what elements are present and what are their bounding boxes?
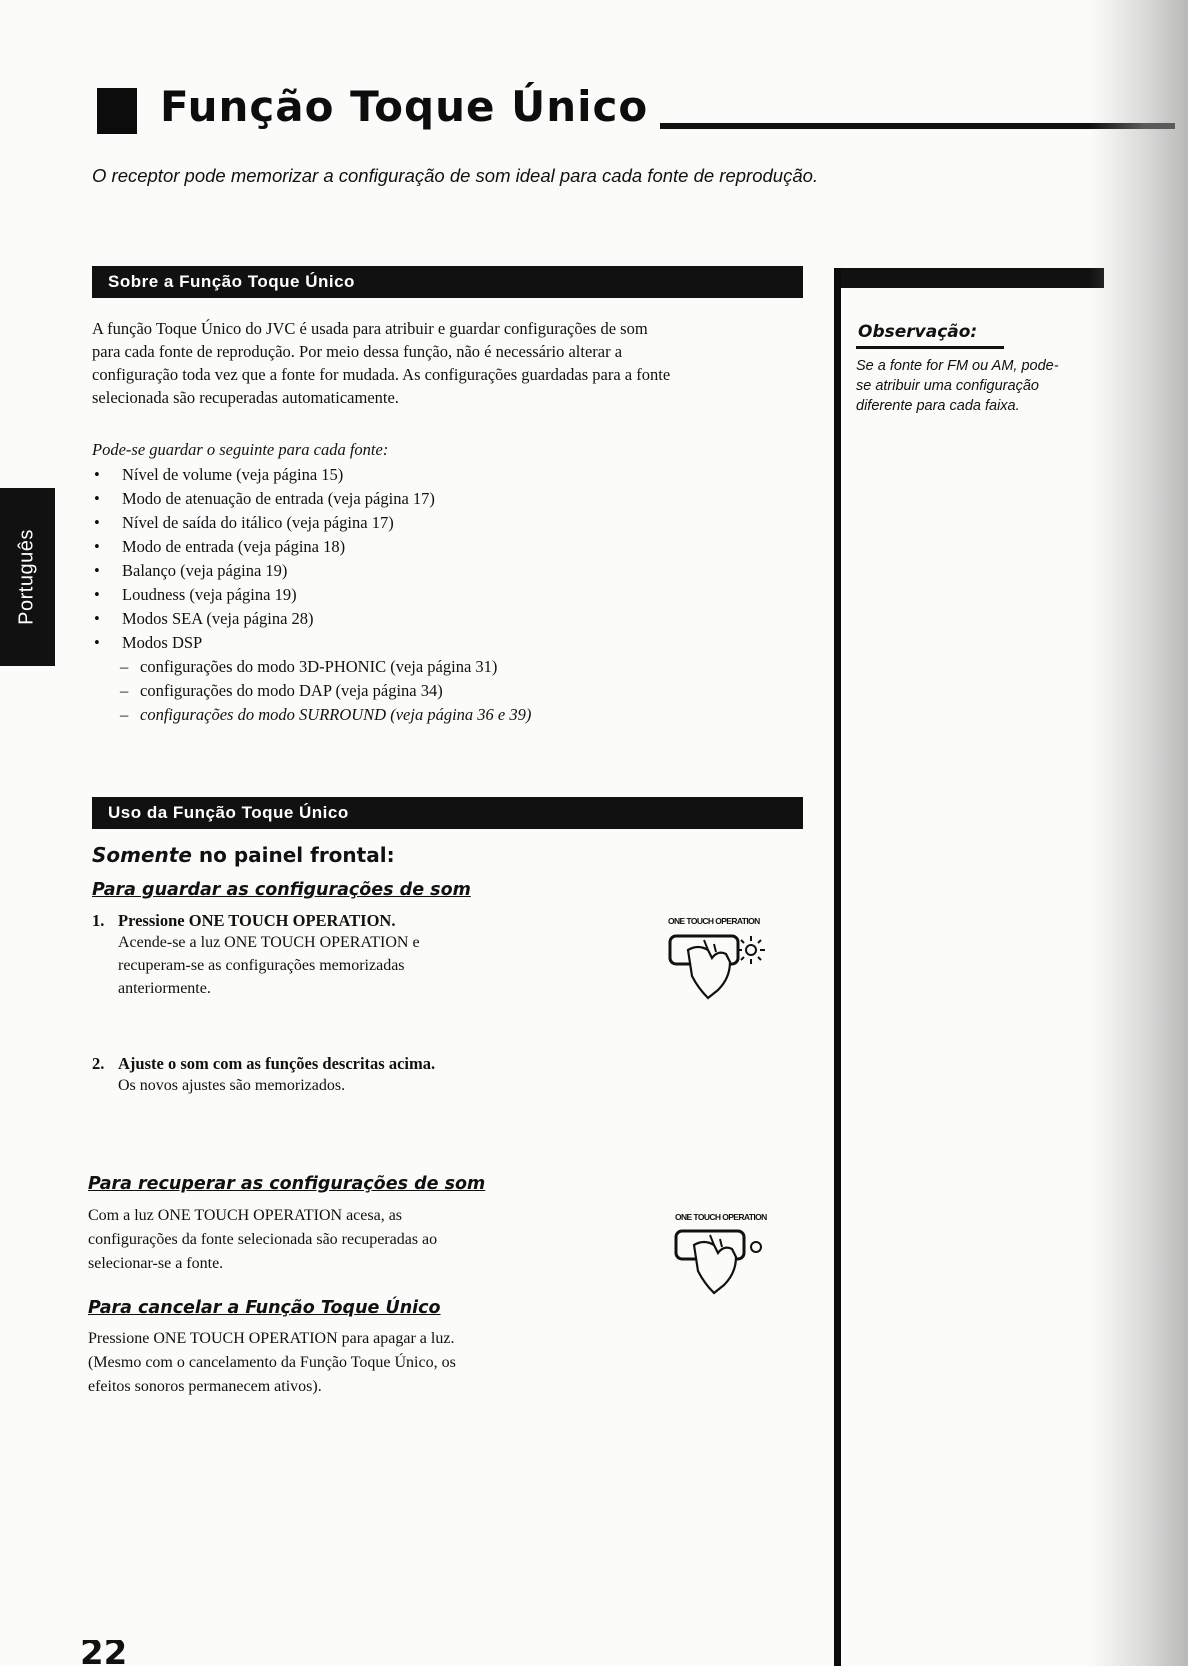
- section-heading-usage: Uso da Função Toque Único: [92, 797, 803, 829]
- store-heading: Para guardar as configurações de som: [92, 880, 471, 900]
- list-item: • Modos DSP: [92, 631, 435, 655]
- list-item: • Loudness (veja página 19): [92, 583, 435, 607]
- about-paragraph: [92, 317, 812, 409]
- note-title-rule: [856, 346, 1004, 349]
- right-column-rule: [834, 268, 841, 1666]
- body-line: selecionar-se a fonte.: [88, 1255, 224, 1272]
- front-panel-heading-italic: Somente: [92, 843, 192, 867]
- step-number: 2.: [92, 1054, 105, 1073]
- list-item: • Modos SEA (veja página 28): [92, 607, 435, 631]
- note-text: [856, 356, 1106, 416]
- note-line: diferente para cada faixa.: [856, 398, 1020, 414]
- step-title: Pressione ONE TOUCH OPERATION.: [118, 911, 396, 930]
- settings-list: [92, 463, 435, 655]
- paragraph-line: para cada fonte de reprodução. Por meio dessa função, não é necessário alterar a: [92, 342, 623, 361]
- paragraph-line: A função Toque Único do JVC é usada para atribuir e guardar configurações de som: [92, 319, 648, 338]
- step-body-line: recuperam-se as configurações memorizadas: [118, 957, 405, 974]
- dsp-sublist: [120, 655, 531, 727]
- list-intro: Pode-se guardar o seguinte para cada fonte:: [92, 440, 389, 459]
- list-item: • Nível de volume (veja página 15): [92, 463, 435, 487]
- step-body-line: Os novos ajustes são memorizados.: [118, 1077, 346, 1094]
- step-body: [118, 1074, 435, 1097]
- note-line: se atribuir uma configuração: [856, 378, 1039, 394]
- button-illustration-label: ONE TOUCH OPERATION: [668, 916, 760, 926]
- note-title: Observação:: [858, 322, 978, 342]
- step-body-line: anteriormente.: [118, 980, 211, 997]
- recall-heading: Para recuperar as configurações de som: [88, 1174, 486, 1194]
- body-line: (Mesmo com o cancelamento da Função Toque Único, os: [88, 1354, 456, 1371]
- sublist-item: – configurações do modo SURROUND (veja página 36 e 39): [120, 703, 531, 727]
- language-side-tab-label: Português: [15, 529, 38, 625]
- cancel-heading: Para cancelar a Função Toque Único: [88, 1298, 441, 1318]
- button-press-icon: [674, 1223, 804, 1298]
- step-number: 1.: [92, 911, 105, 930]
- section-heading-about: Sobre a Função Toque Único: [92, 266, 803, 298]
- note-line: Se a fonte for FM ou AM, pode-: [856, 358, 1059, 374]
- paragraph-line: configuração toda vez que a fonte for mudada. As configurações guardadas para a fonte: [92, 365, 671, 384]
- list-item: • Modo de entrada (veja página 18): [92, 535, 435, 559]
- right-column-topbar: [834, 268, 1104, 288]
- list-item: • Balanço (veja página 19): [92, 559, 435, 583]
- cancel-body: [88, 1327, 648, 1399]
- scan-edge-shadow: [1090, 0, 1188, 1666]
- body-line: efeitos sonoros permanecem ativos).: [88, 1378, 322, 1395]
- sublist-item: – configurações do modo 3D-PHONIC (veja página 31): [120, 655, 531, 679]
- step-body-line: Acende-se a luz ONE TOUCH OPERATION e: [118, 934, 420, 951]
- language-side-tab: [0, 488, 55, 666]
- page-number: 22: [80, 1640, 128, 1666]
- button-press-lit-icon: [668, 928, 798, 1003]
- paragraph-line: selecionada são recuperadas automaticamente.: [92, 388, 399, 407]
- body-line: Com a luz ONE TOUCH OPERATION acesa, as: [88, 1207, 403, 1224]
- page-title: Função Toque Único: [160, 82, 649, 131]
- sublist-item: – configurações do modo DAP (veja página 34): [120, 679, 531, 703]
- recall-body: [88, 1204, 648, 1276]
- body-line: Pressione ONE TOUCH OPERATION para apagar a luz.: [88, 1330, 455, 1347]
- step-title: Ajuste o som com as funções descritas acima.: [118, 1054, 436, 1073]
- button-illustration-label: ONE TOUCH OPERATION: [675, 1212, 767, 1222]
- front-panel-heading-rest: no painel frontal:: [191, 843, 395, 867]
- title-block-mark: [97, 88, 137, 134]
- list-item: • Nível de saída do itálico (veja página 17): [92, 511, 435, 535]
- body-line: configurações da fonte selecionada são recuperadas ao: [88, 1231, 438, 1248]
- step-body: [118, 931, 420, 1000]
- page-subtitle: O receptor pode memorizar a configuração de som ideal para cada fonte de reprodução.: [92, 165, 819, 186]
- front-panel-heading: [92, 843, 395, 867]
- list-item: • Modo de atenuação de entrada (veja página 17): [92, 487, 435, 511]
